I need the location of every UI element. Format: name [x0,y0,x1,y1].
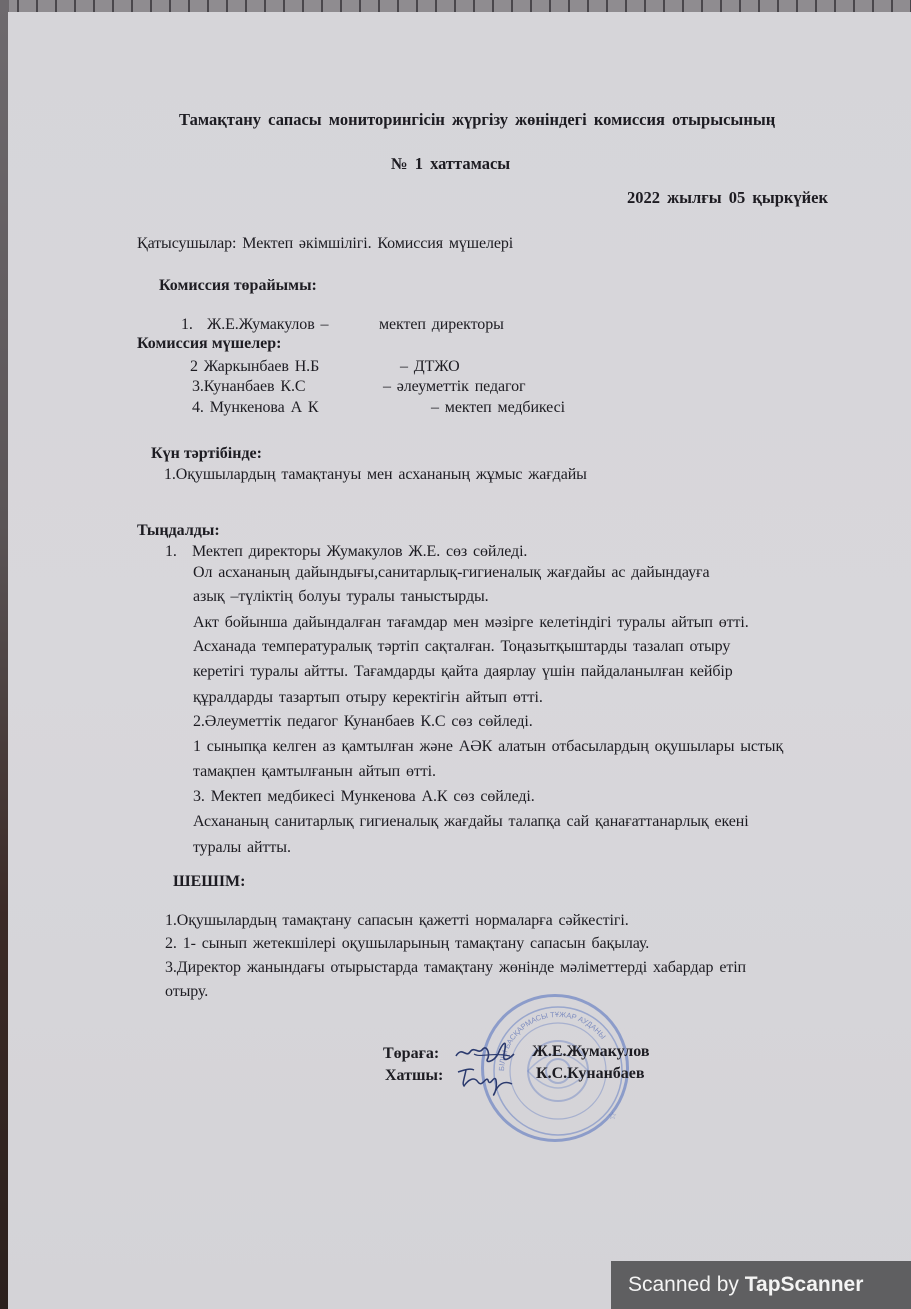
heard-line: құралдарды тазартып отыру керектігін айтып өтті. [193,689,543,706]
heard-line: 3. Мектеп медбикесі Мункенова А.К сөз сөйледі. [193,788,535,805]
member-role: – әлеуметтік педагог [383,378,526,395]
participants: Қатысушылар: Мектеп әкімшілігі. Комиссия мүшелері [137,235,514,252]
agenda-heading: Күн тәртібінде: [151,445,262,462]
heard-number: 1. [165,543,177,560]
heard-line: туралы айтты. [193,839,291,856]
heard-line: 2.Әлеуметтік педагог Кунанбаев К.С сөз сөйледі. [193,713,533,730]
svg-text:БІЛІМ БАСҚАРМАСЫ ТҰЖАР АУДАНЫ: БІЛІМ БАСҚАРМАСЫ ТҰЖАР АУДАНЫ [496,1009,608,1072]
chair-number: 1. [181,316,193,333]
chair-heading: Комиссия төрайымы: [159,277,317,294]
decision-heading: ШЕШІМ: [173,873,246,890]
heard-line: Асханада температуралық тәртіп сақталған. Тоңазытқыштарды тазалап отыру [193,638,731,655]
heard-line: тамақпен қамтылғанын айтып өтті. [193,763,436,780]
decision-line: 2. 1- сынып жетекшілері оқушыларының тамақтану сапасын бақылау. [165,935,650,952]
secretary-signature-name: К.С.Кунанбаев [536,1065,645,1082]
member-role: – мектеп медбикесі [431,399,565,416]
document-title: Тамақтану сапасы мониторингісін жүргізу жөніндегі комиссия отырысының [179,110,776,129]
watermark-prefix: Scanned by [628,1273,739,1296]
member-role: – ДТЖО [400,358,460,375]
decision-line: 1.Оқушылардың тамақтану сапасын қажетті нормаларға сәйкестігі. [165,912,629,929]
member-name: 4. Мункенова А К [192,399,319,416]
member-name: 3.Кунанбаев К.С [192,378,306,395]
chair-name: Ж.Е.Жумакулов – [207,316,329,333]
heard-line: Асхананың санитарлық гигиеналық жағдайы талапқа сай қанағаттанарлық екені [193,813,749,830]
watermark-brand: TapScanner [744,1273,864,1296]
chair-signature-label: Төраға: [383,1045,440,1062]
heard-line: азық –түліктің болуы туралы таныстырды. [193,588,489,605]
chair-role: мектеп директоры [379,316,504,333]
secretary-signature-label: Хатшы: [385,1067,444,1084]
handwritten-signatures [452,1024,532,1104]
heard-heading: Тыңдалды: [137,522,220,539]
document-date: 2022 жылғы 05 қыркүйек [627,188,829,207]
decision-line: отыру. [165,983,209,1000]
protocol-number: № 1 хаттамасы [391,154,511,173]
heard-line: 1 сыныпқа келген аз қамтылған және АӘК алатын отбасылардың оқушылары ыстық [193,738,784,755]
heard-line: Акт бойынша дайындалған тағамдар мен мәзірге келетіндігі туралы айтып өтті. [193,614,749,631]
decision-line: 3.Директор жанындағы отырыстарда тамақтану жөнінде мәліметтерді хабардар етіп [165,959,747,976]
agenda-item: 1.Оқушылардың тамақтануы мен асхананың жұмыс жағдайы [164,466,587,483]
heard-line: Ол асхананың дайындығы,санитарлық-гигиеналық жағдайы ас дайындауға [193,564,710,581]
heard-line: керетігі туралы айтты. Тағамдарды қайта даярлау үшін пайдаланылған кейбір [193,663,733,680]
member-name: 2 Жаркынбаев Н.Б [190,358,320,375]
members-heading: Комиссия мүшелер: [137,335,282,352]
heard-line: Мектеп директоры Жумакулов Ж.Е. сөз сөйледі. [192,543,528,560]
document-page [8,12,911,1309]
chair-signature-name: Ж.Е.Жумакулов [532,1043,650,1060]
scanner-watermark [611,1261,911,1309]
svg-text:☆: ☆ [608,1111,617,1122]
